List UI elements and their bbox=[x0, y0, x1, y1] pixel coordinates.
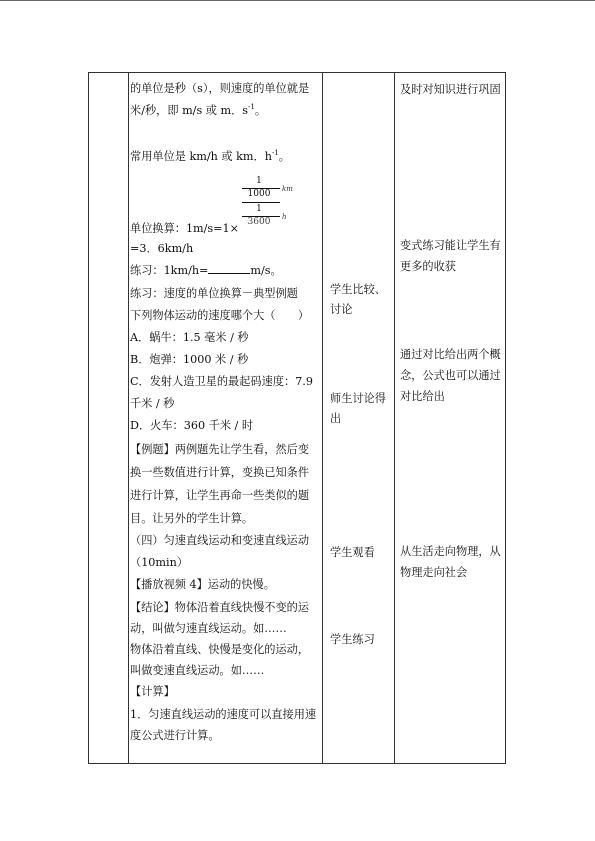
column-divider bbox=[322, 73, 323, 763]
column-divider bbox=[394, 73, 395, 763]
design-purpose: 及时对知识进行巩固 bbox=[400, 83, 501, 96]
content-line: 常用单位是 km/h 或 km．$h^{-1}$。 bbox=[130, 149, 290, 163]
student-activity: 师生讨论得出 bbox=[330, 392, 386, 425]
content-line: 的单位是秒（s），则速度的单位就是 bbox=[130, 82, 310, 95]
content-line: 练习：速度的单位换算－典型例题 bbox=[130, 287, 298, 300]
content-line: B．炮弹：1000 米 / 秒 bbox=[130, 353, 249, 366]
design-purpose: 变式练习能让学生有更多的收获 bbox=[400, 239, 501, 273]
content-line: 练习：1km/h= m/s。 bbox=[130, 264, 282, 277]
content-line: 下列物体运动的速度哪个大（ ） bbox=[130, 309, 310, 322]
content-line: C．发射人造卫星的最起码速度：7.9 bbox=[130, 375, 313, 388]
design-purpose: 从生活走向物理，从物理走向社会 bbox=[400, 545, 501, 579]
content-line: （10min） bbox=[130, 556, 189, 569]
student-activity: 学生练习 bbox=[330, 633, 375, 646]
column-divider bbox=[128, 73, 129, 763]
design-purpose: 通过对比给出两个概念，公式也可以通过对比给出 bbox=[400, 348, 501, 403]
conclusion-paragraph: 物体沿着直线、快慢是变化的运动，叫做变速直线运动。如…… bbox=[130, 643, 310, 677]
section-heading: （四）匀速直线运动和变速直线运动 bbox=[130, 534, 310, 547]
content-line: D．火车：360 千米 / 时 bbox=[130, 419, 254, 432]
student-activity: 学生比较、讨论 bbox=[330, 283, 386, 316]
unit-conversion-fraction: 1 1000 km 1 3600 h bbox=[242, 176, 302, 232]
student-activity: 学生观看 bbox=[330, 546, 375, 559]
calc-paragraph: 1．匀速直线运动的速度可以直接用速度公式进行计算。 bbox=[130, 708, 317, 742]
content-line: 【播放视频 4】运动的快慢。 bbox=[130, 578, 275, 591]
content-line: 【计算】 bbox=[130, 685, 175, 698]
content-line: =3．6km/h bbox=[130, 242, 194, 255]
page-top-rule bbox=[0, 0, 595, 1]
content-line: 单位换算：1m/s=1× bbox=[130, 222, 240, 235]
example-paragraph: 【例题】两例题先让学生看，然后变换一些数值进行计算，变换已知条件进行计算，让学生再命一些类似的题目。让另外的学生计算。 bbox=[130, 443, 310, 525]
lesson-table bbox=[88, 72, 506, 764]
content-line: A．蜗牛：1.5 毫米 / 秒 bbox=[130, 331, 249, 344]
content-line: 米/秒，即 m/s 或 m．$s^{-1}$。 bbox=[130, 103, 267, 117]
content-line: 千米 / 秒 bbox=[130, 397, 175, 410]
conclusion-paragraph: 【结论】物体沿着直线快慢不变的运动，叫做匀速直线运动。如…… bbox=[130, 601, 310, 635]
